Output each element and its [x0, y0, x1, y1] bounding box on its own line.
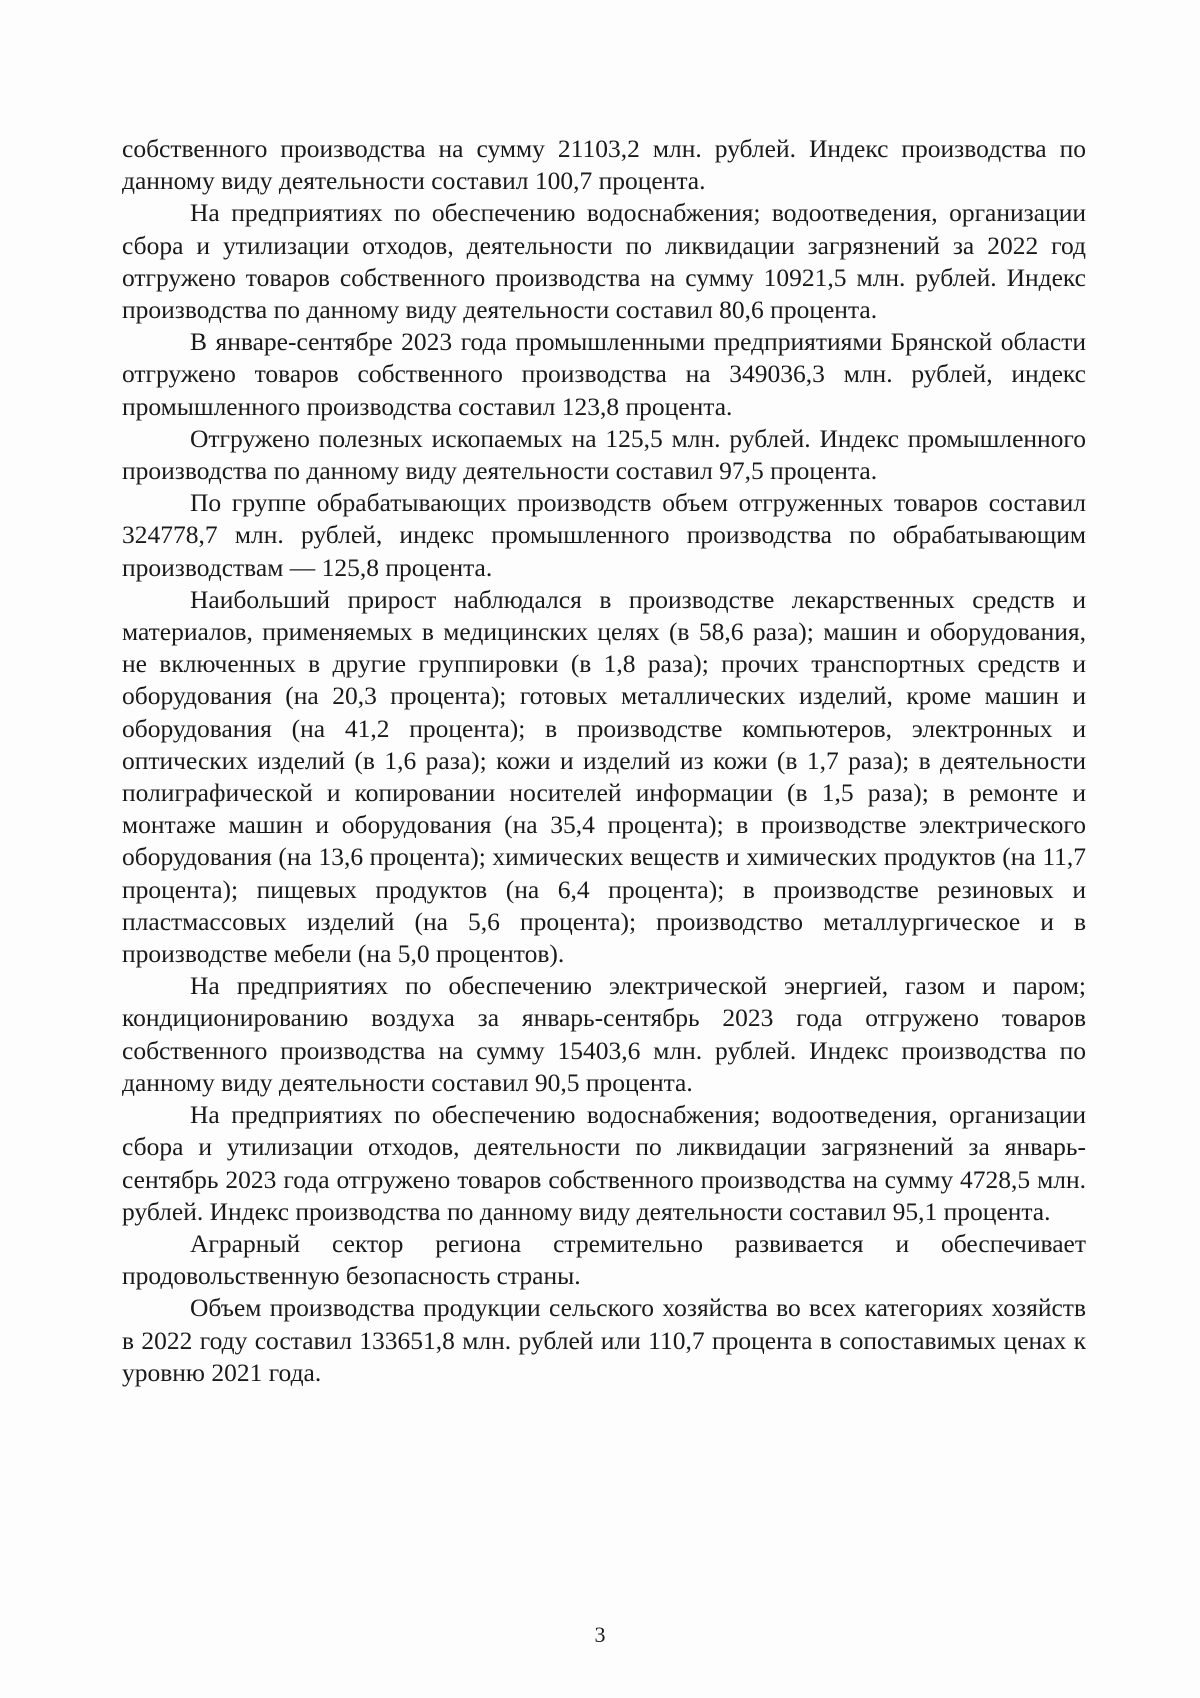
paragraph-7: На предприятиях по обеспечению электрической энергией, газом и паром; кондиционированию воздуха за январь-сентябрь 2023 года отгружено товаров собственного производства на сумму 15403,6 млн. рублей. Индекс производства по данному виду деятельности составил 90,5 процента. [122, 971, 1086, 1097]
page-number: 3 [594, 1622, 606, 1647]
paragraph-9: Аграрный сектор региона стремительно развивается и обеспечивает продовольственную безопасность страны. [122, 1228, 1086, 1291]
paragraph-4: Отгружено полезных ископаемых на 125,5 млн. рублей. Индекс промышленного производства по данному виду деятельности составил 97,5 процента. [122, 423, 1086, 486]
paragraph-10: Объем производства продукции сельского хозяйства во всех категориях хозяйств в 2022 году составил 133651,8 млн. рублей или 110,7 процента в сопоставимых ценах к уровню 2021 года. [122, 1293, 1086, 1387]
document-body [122, 133, 1086, 1389]
paragraph-6: Наибольший прирост наблюдался в производстве лекарственных средств и материалов, применяемых в медицинских целях (в 58,6 раза); машин и оборудования, не включенных в другие группировки (в 1,8 раза); прочих транспортных средств и оборудования (на 20,3 процента); готовых металлических изделий, кроме машин и оборудования (на 41,2 процента); в производстве компьютеров, электронных и оптических изделий (в 1,6 раза); кожи и изделий из кожи (в 1,7 раза); в деятельности полиграфической и копировании носителей информации (в 1,5 раза); в ремонте и монтаже машин и оборудования (на 35,4 процента); в производстве электрического оборудования (на 13,6 процента); химических веществ и химических продуктов (на 11,7 процента); пищевых продуктов (на 6,4 процента); в производстве резиновых и пластмассовых изделий (на 5,6 процента); производство металлургическое и в производстве мебели (на 5,0 процентов). [122, 584, 1086, 969]
paragraph-2: На предприятиях по обеспечению водоснабжения; водоотведения, организации сбора и утилизации отходов, деятельности по ликвидации загрязнений за 2022 год отгружено товаров собственного производства на сумму 10921,5 млн. рублей. Индекс производства по данному виду деятельности составил 80,6 процента. [122, 198, 1086, 325]
paragraph-1: собственного производства на сумму 21103,2 млн. рублей. Индекс производства по данному виду деятельности составил 100,7 процента. [122, 134, 1086, 196]
paragraph-3: В январе-сентябре 2023 года промышленными предприятиями Брянской области отгружено товаров собственного производства на 349036,3 млн. рублей, индекс промышленного производства составил 123,8 процента. [122, 327, 1086, 421]
paragraph-5: По группе обрабатывающих производств объем отгруженных товаров составил 324778,7 млн. рублей, индекс промышленного производства по обрабатывающим производствам — 125,8 процента. [122, 488, 1086, 582]
paragraph-8: На предприятиях по обеспечению водоснабжения; водоотведения, организации сбора и утилизации отходов, деятельности по ликвидации загрязнений за январь-сентябрь 2023 года отгружено товаров собственного производства на сумму 4728,5 млн. рублей. Индекс производства по данному виду деятельности составил 95,1 процента. [122, 1100, 1086, 1226]
